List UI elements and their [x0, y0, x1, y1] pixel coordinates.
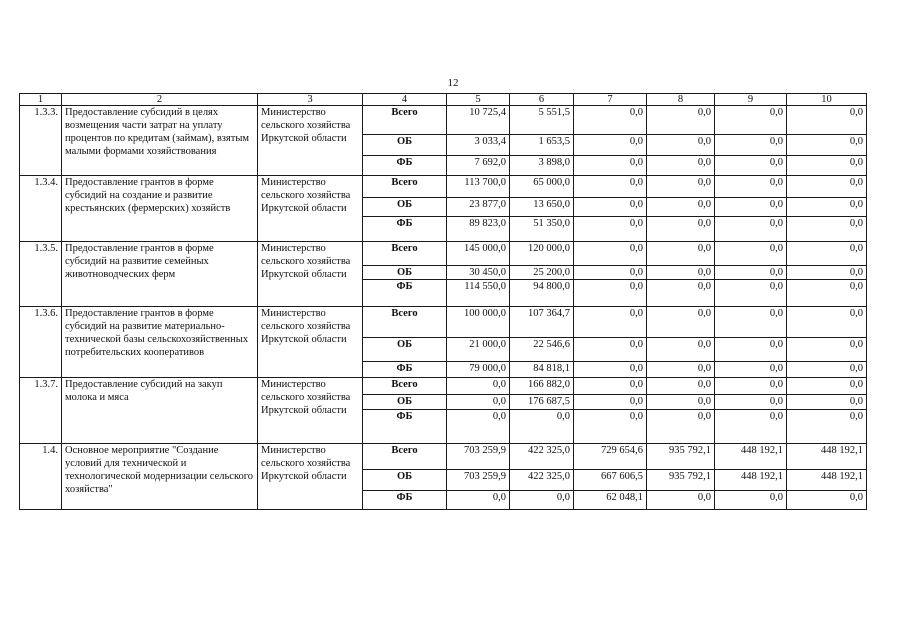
funding-source: ОБ [363, 338, 447, 362]
column-number: 3 [258, 94, 363, 106]
amount-cell: 0,0 [647, 266, 715, 280]
column-number: 6 [510, 94, 574, 106]
amount-cell: 21 000,0 [447, 338, 510, 362]
amount-cell: 0,0 [715, 106, 787, 135]
amount-cell: 0,0 [715, 338, 787, 362]
funding-source: ОБ [363, 395, 447, 410]
amount-cell: 79 000,0 [447, 362, 510, 378]
item-code: 1.3.4. [20, 176, 62, 242]
column-number: 5 [447, 94, 510, 106]
funding-source: ФБ [363, 410, 447, 444]
amount-cell: 448 192,1 [787, 444, 867, 470]
amount-cell: 0,0 [647, 280, 715, 307]
amount-cell: 422 325,0 [510, 444, 574, 470]
item-name: Предоставление грантов в форме субсидий на создание и развитие крестьянских (фермерских) хозяйств [62, 176, 258, 242]
funding-source: ОБ [363, 135, 447, 156]
table-row [20, 106, 867, 135]
amount-cell: 0,0 [647, 106, 715, 135]
item-code: 1.3.6. [20, 307, 62, 378]
amount-cell: 0,0 [787, 217, 867, 242]
amount-cell: 89 823,0 [447, 217, 510, 242]
funding-source: Всего [363, 378, 447, 395]
item-name: Предоставление субсидий в целях возмещения части затрат на уплату процентов по кредитам (займам), взятым малыми формами хозяйствования [62, 106, 258, 176]
funding-source: Всего [363, 242, 447, 266]
column-number: 2 [62, 94, 258, 106]
amount-cell: 0,0 [715, 217, 787, 242]
amount-cell: 0,0 [647, 156, 715, 176]
amount-cell: 729 654,6 [574, 444, 647, 470]
amount-cell: 0,0 [787, 338, 867, 362]
amount-cell: 0,0 [447, 410, 510, 444]
amount-cell: 0,0 [787, 176, 867, 198]
amount-cell: 448 192,1 [715, 470, 787, 491]
column-number: 8 [647, 94, 715, 106]
amount-cell: 0,0 [787, 362, 867, 378]
column-number: 10 [787, 94, 867, 106]
amount-cell: 0,0 [574, 338, 647, 362]
funding-source: ОБ [363, 198, 447, 217]
amount-cell: 0,0 [574, 362, 647, 378]
table-row [20, 307, 867, 338]
amount-cell: 94 800,0 [510, 280, 574, 307]
amount-cell: 0,0 [574, 307, 647, 338]
column-number: 1 [20, 94, 62, 106]
item-code: 1.4. [20, 444, 62, 510]
responsible-org: Министерство сельского хозяйства Иркутской области [258, 444, 363, 510]
table-row [20, 242, 867, 266]
amount-cell: 0,0 [787, 410, 867, 444]
column-number: 4 [363, 94, 447, 106]
table-row [20, 444, 867, 470]
column-number: 7 [574, 94, 647, 106]
amount-cell: 3 898,0 [510, 156, 574, 176]
amount-cell: 0,0 [574, 106, 647, 135]
funding-source: ОБ [363, 266, 447, 280]
item-code: 1.3.3. [20, 106, 62, 176]
amount-cell: 0,0 [715, 156, 787, 176]
amount-cell: 30 450,0 [447, 266, 510, 280]
amount-cell: 0,0 [787, 156, 867, 176]
amount-cell: 0,0 [447, 395, 510, 410]
funding-source: Всего [363, 444, 447, 470]
funding-source: ФБ [363, 362, 447, 378]
amount-cell: 0,0 [647, 410, 715, 444]
amount-cell: 0,0 [447, 378, 510, 395]
amount-cell: 3 033,4 [447, 135, 510, 156]
amount-cell: 23 877,0 [447, 198, 510, 217]
amount-cell: 0,0 [574, 198, 647, 217]
amount-cell: 0,0 [647, 491, 715, 510]
amount-cell: 0,0 [574, 135, 647, 156]
amount-cell: 0,0 [647, 242, 715, 266]
item-name: Предоставление грантов в форме субсидий на развитие семейных животноводческих ферм [62, 242, 258, 307]
amount-cell: 935 792,1 [647, 444, 715, 470]
item-name: Предоставление грантов в форме субсидий на развитие материально-технической базы сельскохозяйственных потребительских кооперативов [62, 307, 258, 378]
amount-cell: 0,0 [647, 395, 715, 410]
amount-cell: 0,0 [574, 217, 647, 242]
amount-cell: 65 000,0 [510, 176, 574, 198]
amount-cell: 703 259,9 [447, 444, 510, 470]
amount-cell: 935 792,1 [647, 470, 715, 491]
amount-cell: 107 364,7 [510, 307, 574, 338]
table-body [20, 94, 867, 510]
amount-cell: 0,0 [574, 266, 647, 280]
amount-cell: 0,0 [715, 395, 787, 410]
amount-cell: 0,0 [574, 378, 647, 395]
amount-cell: 84 818,1 [510, 362, 574, 378]
amount-cell: 0,0 [715, 307, 787, 338]
funding-source: ФБ [363, 280, 447, 307]
amount-cell: 51 350,0 [510, 217, 574, 242]
amount-cell: 0,0 [510, 410, 574, 444]
amount-cell: 0,0 [787, 198, 867, 217]
amount-cell: 0,0 [715, 266, 787, 280]
amount-cell: 0,0 [787, 395, 867, 410]
amount-cell: 114 550,0 [447, 280, 510, 307]
amount-cell: 0,0 [787, 242, 867, 266]
amount-cell: 0,0 [647, 176, 715, 198]
amount-cell: 1 653,5 [510, 135, 574, 156]
amount-cell: 0,0 [715, 242, 787, 266]
amount-cell: 0,0 [574, 156, 647, 176]
table-row [20, 176, 867, 198]
item-code: 1.3.5. [20, 242, 62, 307]
column-number: 9 [715, 94, 787, 106]
amount-cell: 0,0 [787, 266, 867, 280]
amount-cell: 0,0 [647, 362, 715, 378]
page-number: 12 [447, 77, 459, 89]
amount-cell: 0,0 [447, 491, 510, 510]
amount-cell: 448 192,1 [715, 444, 787, 470]
funding-source: ФБ [363, 491, 447, 510]
amount-cell: 120 000,0 [510, 242, 574, 266]
amount-cell: 0,0 [787, 491, 867, 510]
budget-table [19, 93, 867, 510]
amount-cell: 0,0 [574, 176, 647, 198]
funding-source: ОБ [363, 470, 447, 491]
amount-cell: 0,0 [647, 135, 715, 156]
amount-cell: 0,0 [574, 280, 647, 307]
amount-cell: 13 650,0 [510, 198, 574, 217]
amount-cell: 0,0 [647, 378, 715, 395]
responsible-org: Министерство сельского хозяйства Иркутской области [258, 242, 363, 307]
funding-source: Всего [363, 176, 447, 198]
funding-source: Всего [363, 307, 447, 338]
amount-cell: 145 000,0 [447, 242, 510, 266]
amount-cell: 0,0 [787, 378, 867, 395]
amount-cell: 0,0 [787, 280, 867, 307]
responsible-org: Министерство сельского хозяйства Иркутской области [258, 307, 363, 378]
item-name: Предоставление субсидий на закуп молока и мяса [62, 378, 258, 444]
amount-cell: 7 692,0 [447, 156, 510, 176]
amount-cell: 0,0 [715, 410, 787, 444]
amount-cell: 0,0 [787, 106, 867, 135]
amount-cell: 22 546,6 [510, 338, 574, 362]
responsible-org: Министерство сельского хозяйства Иркутской области [258, 378, 363, 444]
amount-cell: 0,0 [715, 280, 787, 307]
amount-cell: 176 687,5 [510, 395, 574, 410]
amount-cell: 0,0 [715, 198, 787, 217]
amount-cell: 0,0 [510, 491, 574, 510]
amount-cell: 5 551,5 [510, 106, 574, 135]
item-name: Основное мероприятие "Создание условий для технической и технологической модернизации сельского хозяйства" [62, 444, 258, 510]
amount-cell: 100 000,0 [447, 307, 510, 338]
amount-cell: 166 882,0 [510, 378, 574, 395]
amount-cell: 0,0 [574, 242, 647, 266]
amount-cell: 10 725,4 [447, 106, 510, 135]
amount-cell: 0,0 [647, 307, 715, 338]
item-code: 1.3.7. [20, 378, 62, 444]
amount-cell: 25 200,0 [510, 266, 574, 280]
amount-cell: 0,0 [715, 135, 787, 156]
responsible-org: Министерство сельского хозяйства Иркутской области [258, 176, 363, 242]
amount-cell: 0,0 [787, 307, 867, 338]
amount-cell: 0,0 [715, 176, 787, 198]
responsible-org: Министерство сельского хозяйства Иркутской области [258, 106, 363, 176]
amount-cell: 0,0 [574, 395, 647, 410]
amount-cell: 0,0 [574, 410, 647, 444]
column-number-row [20, 94, 867, 106]
amount-cell: 0,0 [715, 378, 787, 395]
amount-cell: 667 606,5 [574, 470, 647, 491]
amount-cell: 0,0 [647, 198, 715, 217]
amount-cell: 0,0 [647, 338, 715, 362]
amount-cell: 0,0 [787, 135, 867, 156]
funding-source: ФБ [363, 156, 447, 176]
amount-cell: 0,0 [715, 362, 787, 378]
amount-cell: 448 192,1 [787, 470, 867, 491]
amount-cell: 422 325,0 [510, 470, 574, 491]
funding-source: Всего [363, 106, 447, 135]
amount-cell: 0,0 [715, 491, 787, 510]
amount-cell: 62 048,1 [574, 491, 647, 510]
amount-cell: 113 700,0 [447, 176, 510, 198]
table-row [20, 378, 867, 395]
amount-cell: 703 259,9 [447, 470, 510, 491]
funding-source: ФБ [363, 217, 447, 242]
amount-cell: 0,0 [647, 217, 715, 242]
